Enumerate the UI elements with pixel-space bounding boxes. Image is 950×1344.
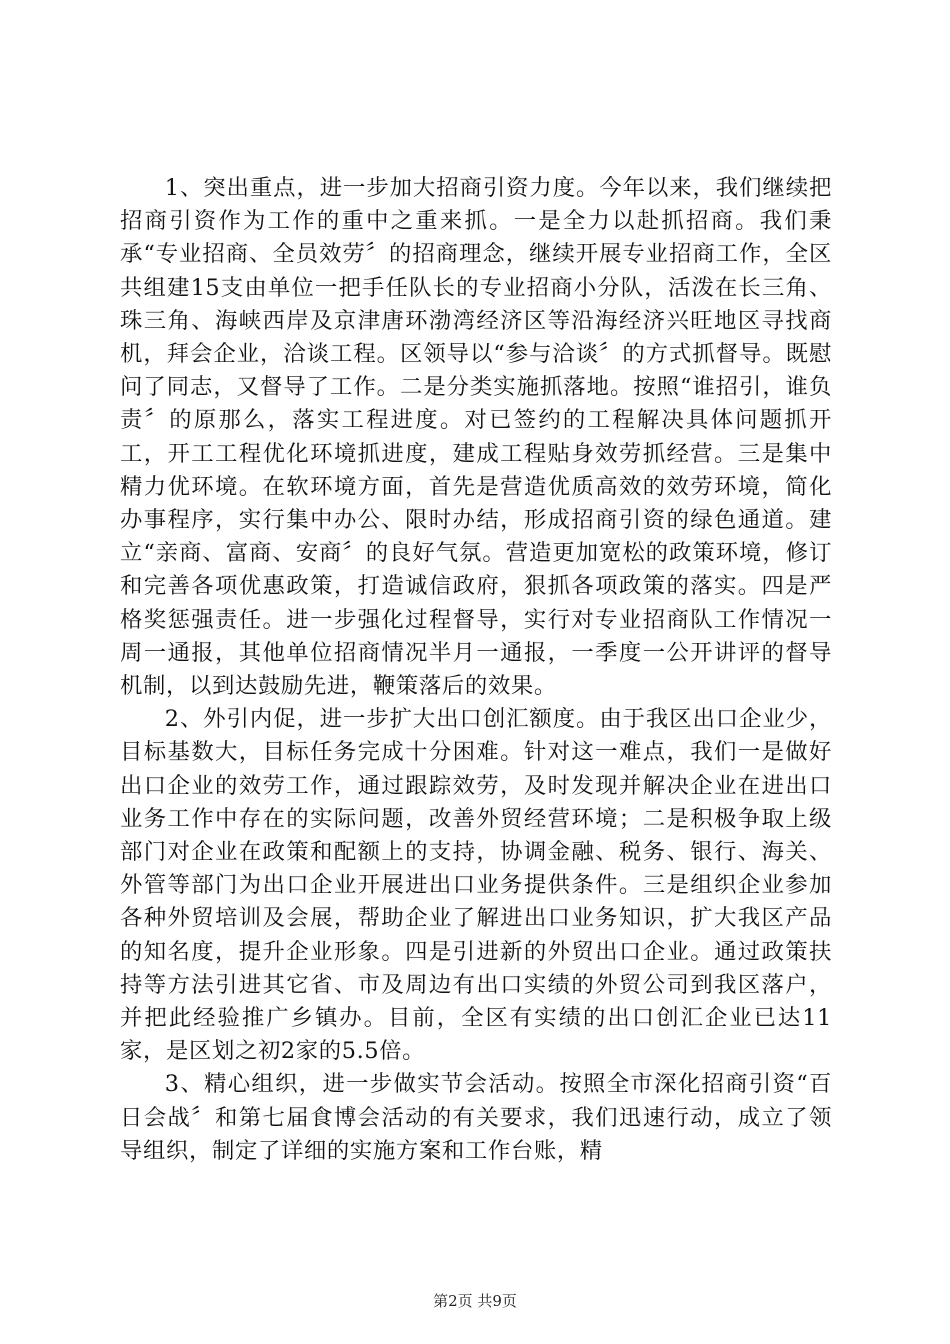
paragraph-1: 1、突出重点，进一步加大招商引资力度。今年以来，我们继续把招商引资作为工作的重中之重来抓。一是全力以赴抓招商。我们秉承“专业招商、全员效劳〞的招商理念，继续开展专业招商工作，全区共组建15支由单位一把手任队长的专业招商小分队，活泼在长三角、珠三角、海峡西岸及京津唐环渤湾经济区等沿海经济兴旺地区寻找商机，拜会企业，洽谈工程。区领导以“参与洽谈〞的方式抓督导。既慰问了同志，又督导了工作。二是分类实施抓落地。按照“谁招引，谁负责〞的原那么，落实工程进度。对已签约的工程解决具体问题抓开工，开工工程优化环境抓进度，建成工程贴身效劳抓经营。三是集中精力优环境。在软环境方面，首先是营造优质高效的效劳环境，简化办事程序，实行集中办公、限时办结，形成招商引资的绿色通道。建立“亲商、富商、安商〞的良好气氛。营造更加宽松的政策环境，修订和完善各项优惠政策，打造诚信政府，狠抓各项政策的落实。四是严格奖惩强责任。进一步强化过程督导，实行对专业招商队工作情况一周一通报，其他单位招商情况半月一通报，一季度一公开讲评的督导机制，以到达鼓励先进，鞭策落后的效果。 (120, 175, 832, 700)
paragraph-3: 3、精心组织，进一步做实节会活动。按照全市深化招商引资“百日会战〞和第七届食博会活动的有关要求，我们迅速行动，成立了领导组织，制定了详细的实施方案和工作台账，精 (120, 1071, 832, 1164)
page-number: 第2页 共9页 (433, 1292, 517, 1310)
document-body (120, 172, 832, 1168)
paragraph-2: 2、外引内促，进一步扩大出口创汇额度。由于我区出口企业少，目标基数大，目标任务完成十分困难。针对这一难点，我们一是做好出口企业的效劳工作，通过跟踪效劳，及时发现并解决企业在进出口业务工作中存在的实际问题，改善外贸经营环境；二是积极争取上级部门对企业在政策和配额上的支持，协调金融、税务、银行、海关、外管等部门为出口企业开展进出口业务提供条件。三是组织企业参加各种外贸培训及会展，帮助企业了解进出口业务知识，扩大我区产品的知名度，提升企业形象。四是引进新的外贸出口企业。通过政策扶持等方法引进其它省、市及周边有出口实绩的外贸公司到我区落户，并把此经验推广乡镇办。目前，全区有实绩的出口创汇企业已达11家，是区划之初2家的5.5倍。 (120, 706, 832, 1065)
page-footer (0, 1290, 950, 1311)
